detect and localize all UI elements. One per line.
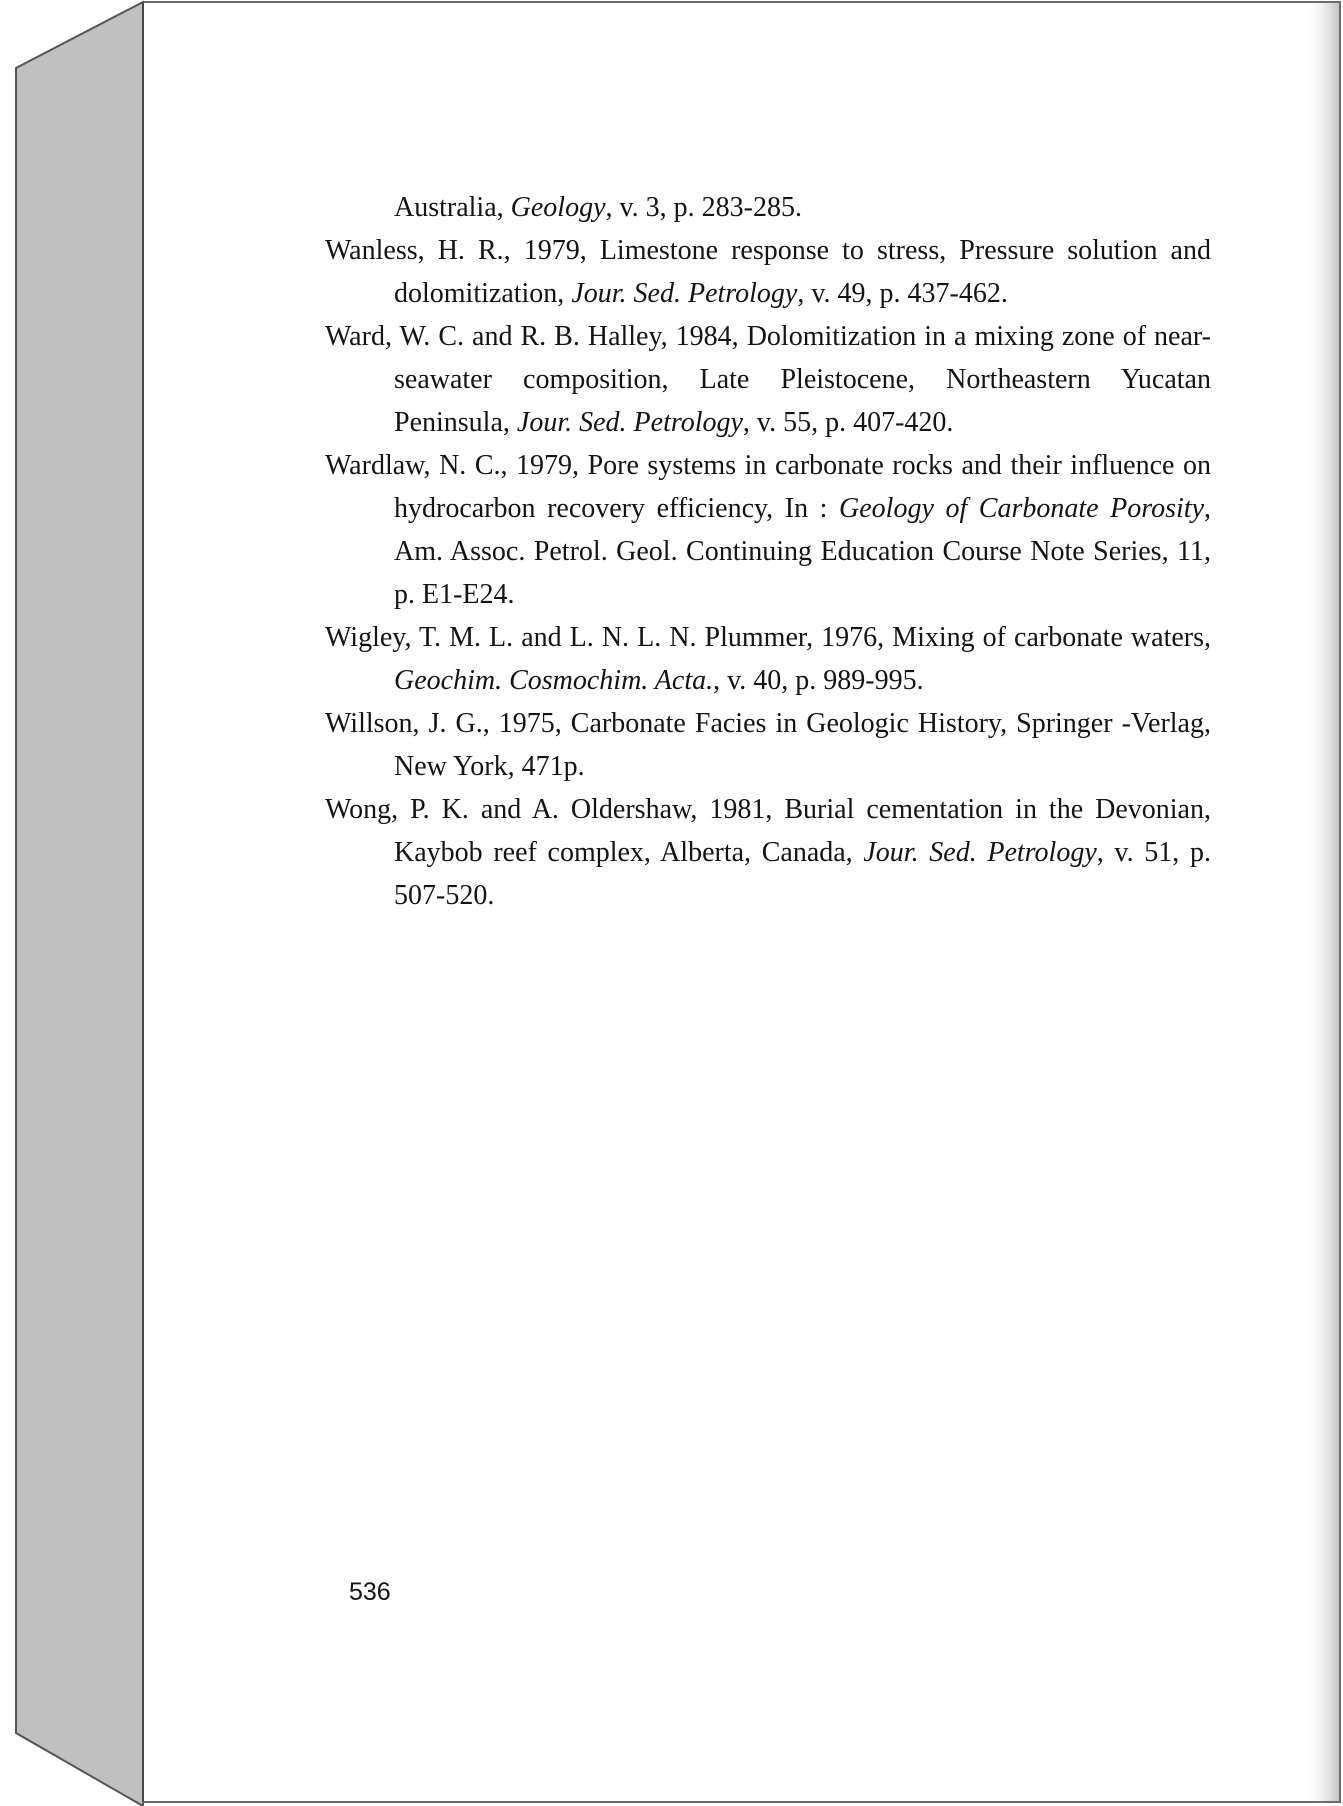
reference-entry: [325, 229, 1211, 315]
reference-italic-text: Jour. Sed. Petrology: [571, 278, 798, 309]
reference-italic-text: Geology: [510, 192, 606, 223]
reference-text: Wardlaw, N. C., 1979, Pore systems in carbonate rocks and their influence on hydrocarbon recovery efficiency, In :: [325, 450, 1211, 524]
reference-italic-text: Jour. Sed. Petrology: [516, 407, 743, 438]
reference-text: , v. 51, p. 507-520.: [394, 837, 1211, 911]
reference-entry: [325, 444, 1211, 616]
reference-entry: [325, 788, 1211, 917]
reference-text: , Am. Assoc. Petrol. Geol. Continuing Education Course Note Series, 11, p. E1-E24.: [394, 493, 1211, 610]
reference-entry: [325, 315, 1211, 444]
reference-entry: [325, 616, 1211, 702]
reference-italic-text: Geology of Carbonate Porosity: [839, 493, 1204, 524]
book-spine: [16, 2, 143, 1806]
reference-text: , v. 3, p. 283-285.: [605, 192, 803, 223]
reference-italic-text: Geochim. Cosmochim. Acta.: [394, 665, 714, 696]
reference-entry: [325, 702, 1211, 788]
reference-text: Australia,: [394, 192, 511, 223]
reference-list: [325, 186, 1211, 917]
reference-text: Willson, J. G., 1975, Carbonate Facies in Geologic History, Springer -Verlag, New York, 471p.: [325, 708, 1211, 782]
reference-text: Wong, P. K. and A. Oldershaw, 1981, Burial cementation in the Devonian, Kaybob reef complex, Alberta, Canada,: [325, 794, 1211, 868]
reference-italic-text: Jour. Sed. Petrology: [863, 837, 1097, 868]
reference-text: Wanless, H. R., 1979, Limestone response to stress, Pressure solution and dolomitization,: [325, 235, 1211, 309]
reference-text: Wigley, T. M. L. and L. N. L. N. Plummer, 1976, Mixing of carbonate waters,: [325, 622, 1211, 653]
reference-entry: [325, 186, 1211, 229]
page-number: 536: [349, 1578, 391, 1606]
reference-text: , v. 55, p. 407-420.: [742, 407, 954, 438]
page-edge-shadow: [1305, 3, 1339, 1801]
reference-text: Ward, W. C. and R. B. Halley, 1984, Dolomitization in a mixing zone of near-seawater composition, Late Pleistocene, Northeastern Yucatan Peninsula,: [325, 321, 1211, 438]
reference-text: , v. 49, p. 437-462.: [797, 278, 1008, 309]
reference-text: , v. 40, p. 989-995.: [713, 665, 924, 696]
